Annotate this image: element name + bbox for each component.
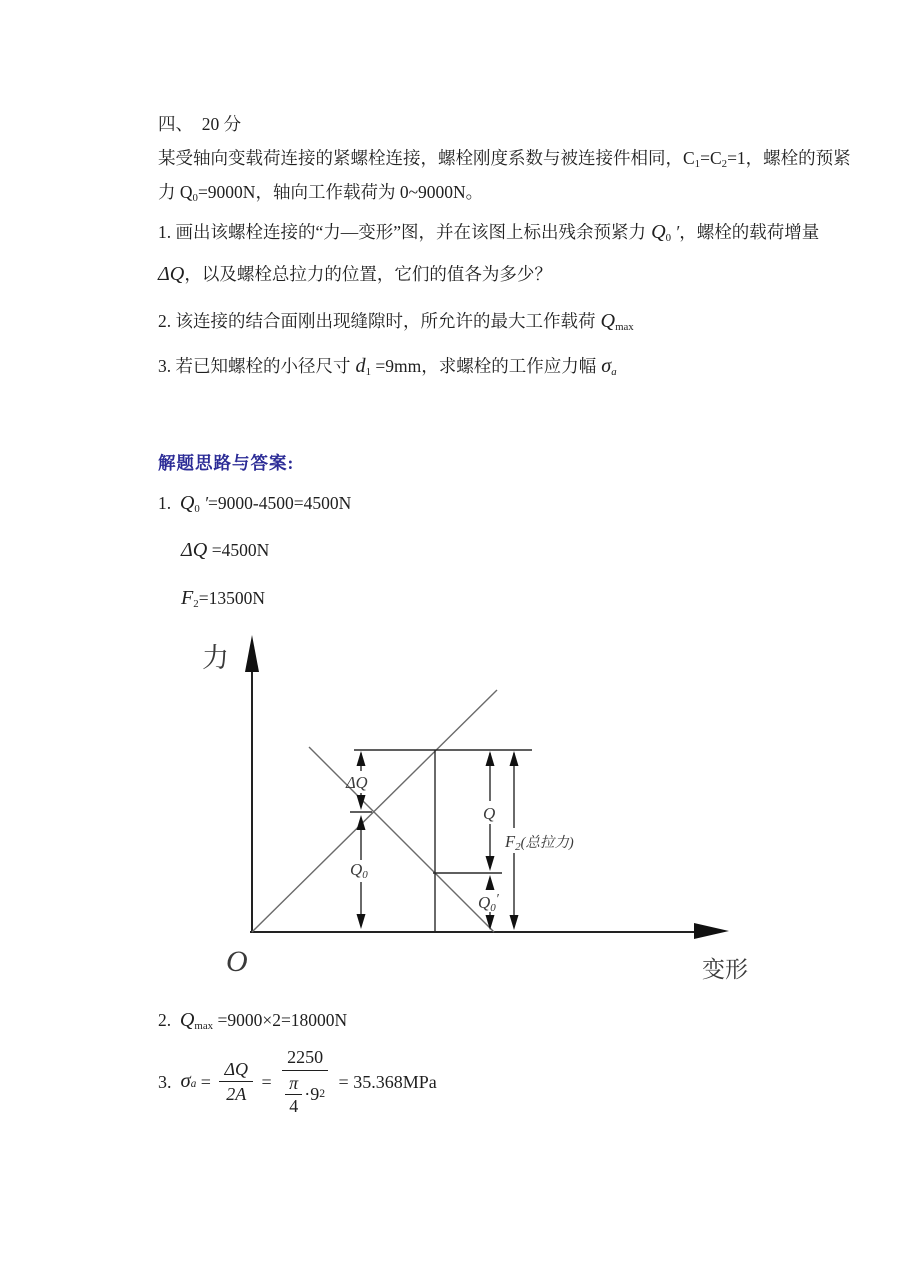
question-1-line-2: ΔQ，以及螺栓总拉力的位置，它们的值各为多少？ xyxy=(158,263,552,285)
f2-total-force-label: F2(总拉力) xyxy=(505,832,574,853)
equals-sign: = xyxy=(257,1071,277,1092)
answer-1-line-3: F2=13500N xyxy=(181,587,265,611)
sigma-subscript: a xyxy=(190,1078,197,1091)
exponent: 2 xyxy=(319,1087,326,1101)
answer-1-line-2: ΔQ =4500N xyxy=(181,539,270,561)
member-stiffness-line xyxy=(309,747,494,932)
arrow-up-icon xyxy=(357,751,366,766)
arrow-down-icon xyxy=(486,915,495,930)
solution-heading: 解题思路与答案: xyxy=(158,453,295,473)
bolt-stiffness-line xyxy=(252,690,497,932)
equals-sign: = xyxy=(196,1071,216,1092)
problem-text-line-2: 力 Q0=9000N，轴向工作载荷为 0~9000N。 xyxy=(158,182,484,205)
question-2: 2. 该连接的结合面刚出现缝隙时，所允许的最大工作载荷 Qmax xyxy=(158,310,634,334)
arrow-down-icon xyxy=(486,856,495,871)
answer-3 xyxy=(158,1046,437,1118)
question-3: 3. 若已知螺栓的小径尺寸 d1 =9mm，求螺栓的工作应力幅 σa xyxy=(158,355,617,379)
arrow-up-icon xyxy=(486,875,495,890)
answer-2: 2. Qmax =9000×2=18000N xyxy=(158,1009,348,1033)
sigma-symbol: σ xyxy=(180,1069,191,1092)
diameter-value: 9 xyxy=(310,1084,320,1105)
problem-text-line-1: 某受轴向变载荷连接的紧螺栓连接，螺栓刚度系数与被连接件相同，C1=C2=1，螺栓的预紧 xyxy=(158,148,851,171)
fraction-pi-over-4: $\frac{\pi}{4}$ xyxy=(285,1072,302,1118)
answer-1-line-1: 1. Q0 ′=9000-4500=4500N xyxy=(158,492,352,516)
arrow-down-icon xyxy=(357,914,366,929)
origin-label: O xyxy=(226,945,248,978)
arrow-up-icon xyxy=(510,751,519,766)
delta-q-label: ΔQ xyxy=(346,773,368,792)
force-deformation-diagram xyxy=(150,623,790,995)
section-heading: 四、 20 分 xyxy=(158,114,242,134)
multiplication-dot: · xyxy=(304,1084,311,1105)
result-unit: MPa xyxy=(402,1071,437,1092)
q-label: Q xyxy=(483,804,496,823)
arrow-up-icon xyxy=(486,751,495,766)
arrow-down-icon xyxy=(510,915,519,930)
equals-sign: = xyxy=(334,1071,354,1092)
deformation-axis-label: 变形 xyxy=(702,957,748,982)
arrow-up-icon xyxy=(357,815,366,830)
force-axis-label: 力 xyxy=(202,643,229,673)
q0-prime-label: Q0′ xyxy=(478,892,499,914)
result-value: 35.368 xyxy=(353,1071,403,1092)
fraction-2250-over-area: 2250 $\frac{\pi}{4}$ · 9 2 xyxy=(280,1046,330,1118)
answer-3-number: 3. xyxy=(158,1071,181,1092)
q0-label: Q0 xyxy=(350,860,368,881)
y-axis-arrow-icon xyxy=(245,635,259,672)
question-1-line-1: 1. 画出该螺栓连接的“力—变形”图，并在该图上标出残余预紧力 Q0 ′，螺栓的载荷增量 xyxy=(158,221,820,245)
x-axis-arrow-icon xyxy=(694,923,729,939)
fraction-delta-q-over-2a: $\frac{\Delta Q}{2A}$ xyxy=(219,1058,253,1106)
